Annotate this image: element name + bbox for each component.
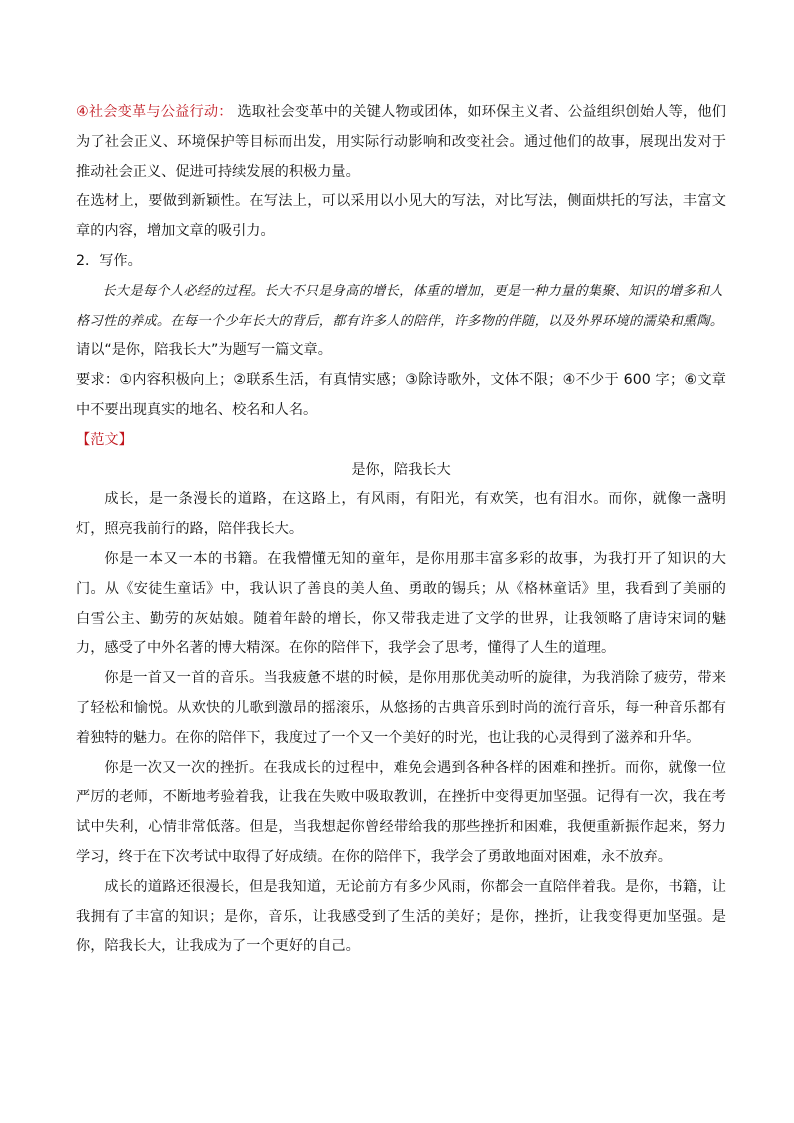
advice-paragraph: 在选材上，要做到新颖性。在写法上，可以采用以小见大的写法，对比写法，侧面烘托的写法，丰富文章的内容，增加文章的吸引力。: [76, 193, 726, 240]
document-page: [76, 98, 726, 962]
writing-heading: 2．写作。: [76, 252, 142, 269]
section-4-label: ④社会变革与公益行动：: [76, 104, 233, 120]
essay-paragraph: 成长，是一条漫长的道路，在这路上，有风雨，有阳光，有欢笑，也有泪水。而你，就像一盏明灯，照亮我前行的路，陪伴我长大。: [76, 491, 726, 538]
writing-requirements: 要求：①内容积极向上；②联系生活，有真情实感；③除诗歌外，文体不限；④不少于 600 字；⑥文章中不要出现真实的地名、校名和人名。: [76, 372, 726, 418]
writing-prompt: 长大是每个人必经的过程。长大不只是身高的增长，体重的增加，更是一种力量的集聚、知识的增多和人格习性的养成。在每一个少年长大的背后，都有许多人的陪伴，许多物的伴随，以及外界环境的濡染和熏陶。: [76, 283, 724, 329]
essay-paragraph: 你是一首又一首的音乐。当我疲惫不堪的时候，是你用那优美动听的旋律，为我消除了疲劳，带来了轻松和愉悦。从欢快的儿歌到激昂的摇滚乐，从悠扬的古典音乐到时尚的流行音乐，每一种音乐都有着独特的魅力。在你的陪伴下，我度过了一个又一个美好的时光，也让我的心灵得到了滋养和升华。: [76, 670, 726, 746]
essay-title: 是你，陪我长大: [351, 461, 451, 478]
writing-instruction: 请以“是你，陪我长大”为题写一篇文章。: [76, 342, 332, 359]
essay-paragraph: 你是一本又一本的书籍。在我懵懂无知的童年，是你用那丰富多彩的故事，为我打开了知识的大门。从《安徒生童话》中，我认识了善良的美人鱼、勇敢的锡兵；从《格林童话》里，我看到了美丽的白雪公主、勤劳的灰姑娘。随着年龄的增长，你又带我走进了文学的世界，让我领略了唐诗宋词的魅力，感受了中外名著的博大精深。在你的陪伴下，我学会了思考，懂得了人生的道理。: [76, 550, 726, 657]
section-4-text: 选取社会变革中的关键人物或团体，如环保主义者、公益组织创始人等，他们为了社会正义、环境保护等目标而出发，用实际行动影响和改变社会。通过他们的故事，展现出发对于推动社会正义、促进可持续发展的积极力量。: [76, 104, 726, 180]
essay-paragraph: 成长的道路还很漫长，但是我知道，无论前方有多少风雨，你都会一直陪伴着我。是你，书籍，让我拥有了丰富的知识；是你，音乐，让我感受到了生活的美好；是你，挫折，让我变得更加坚强。是你，陪我长大，让我成为了一个更好的自己。: [76, 878, 726, 955]
model-essay-label: 【范文】: [76, 431, 133, 448]
section-4-paragraph: [76, 98, 726, 187]
essay-paragraph: 你是一次又一次的挫折。在我成长的过程中，难免会遇到各种各样的困难和挫折。而你，就像一位严厉的老师，不断地考验着我，让我在失败中吸取教训，在挫折中变得更加坚强。记得有一次，我在考试中失利，心情非常低落。但是，当我想起你曾经带给我的那些挫折和困难，我便重新振作起来，努力学习，终于在下次考试中取得了好成绩。在你的陪伴下，我学会了勇敢地面对困难，永不放弃。: [76, 759, 726, 865]
